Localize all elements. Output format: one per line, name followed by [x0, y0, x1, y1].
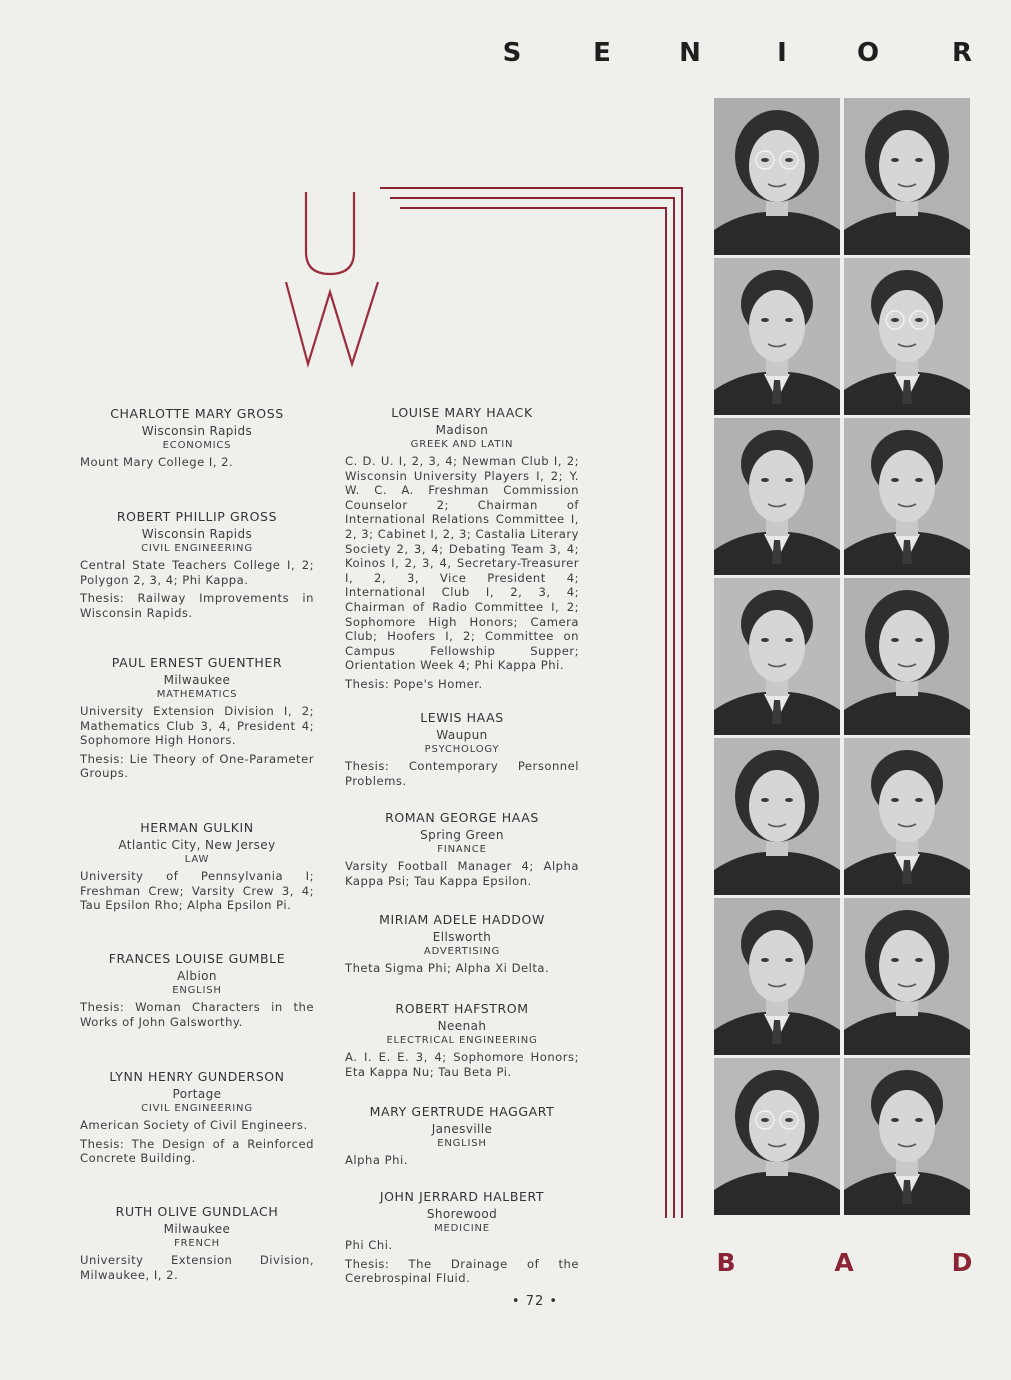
senior-portrait	[714, 578, 840, 735]
portrait-icon	[714, 898, 840, 1055]
portrait-icon	[714, 1058, 840, 1215]
senior-entry	[345, 1189, 579, 1286]
senior-activities: Theta Sigma Phi; Alpha Xi Delta.	[345, 961, 550, 975]
senior-entry	[345, 710, 579, 792]
senior-entry	[345, 405, 579, 692]
senior-major: MEDICINE	[434, 1223, 490, 1234]
portrait-icon	[844, 1058, 970, 1215]
senior-activities: Phi Chi.	[345, 1238, 393, 1252]
senior-town: Janesville	[431, 1122, 493, 1136]
senior-activities: American Society of Civil Engineers.	[80, 1118, 308, 1132]
senior-major: CIVIL ENGINEERING	[141, 543, 253, 554]
senior-name: MIRIAM ADELE HADDOW	[379, 912, 545, 927]
senior-activities: A. I. E. E. 3, 4; Sophomore Honors; Eta Kappa Nu; Tau Beta Pi.	[345, 1050, 579, 1079]
senior-portrait	[844, 418, 970, 575]
senior-major: MATHEMATICS	[156, 689, 238, 700]
senior-entry	[80, 509, 314, 620]
senior-name: HERMAN GULKIN	[140, 820, 254, 835]
senior-major: FRENCH	[174, 1238, 220, 1249]
senior-activities: Central State Teachers College I, 2; Polygon 2, 3, 4; Phi Kappa.	[80, 558, 314, 587]
senior-activities: University Extension Division I, 2; Mathematics Club 3, 4, President 4; Sophomore High Honors.	[80, 704, 314, 748]
portrait-icon	[844, 418, 970, 575]
header-letter: R	[951, 38, 973, 68]
header-letter: O	[856, 38, 880, 68]
senior-major: GREEK AND LATIN	[410, 439, 514, 450]
senior-town: Albion	[177, 969, 217, 983]
senior-town: Madison	[435, 423, 489, 437]
senior-entry	[345, 1104, 579, 1172]
footer-letter: D	[951, 1248, 973, 1277]
portrait-icon	[714, 258, 840, 415]
header-letter: S	[502, 38, 522, 68]
senior-portrait	[714, 98, 840, 255]
senior-name: LOUISE MARY HAACK	[391, 405, 533, 420]
monogram-u	[306, 192, 354, 274]
senior-entry	[345, 912, 579, 980]
senior-activities: University Extension Division, Milwaukee, I, 2.	[80, 1253, 314, 1282]
senior-portrait	[844, 1058, 970, 1215]
senior-entry	[80, 1204, 314, 1286]
senior-major: FINANCE	[437, 844, 487, 855]
senior-entry	[345, 810, 579, 892]
senior-town: Atlantic City, New Jersey	[118, 838, 276, 852]
senior-major: ECONOMICS	[162, 440, 232, 451]
senior-town: Shorewood	[426, 1207, 498, 1221]
portrait-icon	[714, 738, 840, 895]
bad-footer-letters	[700, 1248, 990, 1284]
monogram-w	[286, 282, 378, 364]
senior-name: JOHN JERRARD HALBERT	[379, 1189, 545, 1204]
senior-entry	[80, 655, 314, 781]
senior-name: ROBERT HAFSTROM	[395, 1001, 529, 1016]
senior-major: LAW	[184, 854, 210, 865]
senior-entry	[80, 406, 314, 474]
senior-major: ENGLISH	[437, 1138, 487, 1149]
header-letter: I	[777, 38, 787, 68]
portrait-icon	[844, 258, 970, 415]
senior-name: CHARLOTTE MARY GROSS	[110, 406, 284, 421]
senior-activities: Thesis: Woman Characters in the Works of John Galsworthy.	[80, 1000, 314, 1029]
senior-thesis: Thesis: The Design of a Reinforced Concrete Building.	[80, 1136, 314, 1166]
senior-major: ELECTRICAL ENGINEERING	[386, 1035, 538, 1046]
header-letter: N	[679, 38, 701, 68]
senior-portrait	[844, 738, 970, 895]
senior-name: RUTH OLIVE GUNDLACH	[115, 1204, 279, 1219]
senior-portrait	[844, 578, 970, 735]
senior-portrait	[844, 258, 970, 415]
senior-portrait	[714, 418, 840, 575]
senior-activities: Mount Mary College I, 2.	[80, 455, 234, 469]
senior-town: Wisconsin Rapids	[141, 527, 253, 541]
senior-entry	[80, 951, 314, 1033]
senior-town: Neenah	[437, 1019, 487, 1033]
senior-activities: Alpha Phi.	[345, 1153, 408, 1167]
senior-major: ENGLISH	[172, 985, 222, 996]
senior-portrait	[714, 1058, 840, 1215]
senior-town: Waupun	[436, 728, 488, 742]
senior-portrait	[714, 898, 840, 1055]
senior-header	[492, 38, 982, 78]
footer-letter: A	[834, 1248, 854, 1277]
senior-name: PAUL ERNEST GUENTHER	[111, 655, 283, 670]
portrait-icon	[844, 738, 970, 895]
senior-major: CIVIL ENGINEERING	[141, 1103, 253, 1114]
senior-portrait	[714, 738, 840, 895]
senior-town: Wisconsin Rapids	[141, 424, 253, 438]
senior-name: FRANCES LOUISE GUMBLE	[108, 951, 286, 966]
portrait-icon	[844, 578, 970, 735]
senior-entry	[345, 1001, 579, 1083]
senior-thesis: Thesis: Railway Improvements in Wisconsin Rapids.	[80, 591, 314, 620]
senior-activities: Thesis: Contemporary Personnel Problems.	[345, 759, 579, 788]
senior-entry	[80, 820, 314, 917]
senior-town: Ellsworth	[432, 930, 492, 944]
senior-name: ROMAN GEORGE HAAS	[385, 810, 539, 825]
senior-activities: C. D. U. I, 2, 3, 4; Newman Club I, 2; Wisconsin University Players I, 2; Y. W. C. A. Freshman Commission Counselor 2; Chairman of International Relations Committee I, 2, 3; Cabinet I, 2, 3; Castalia Literary Society 2, 3, 4; Debating Team 3, 4; Koinos I, 2, 3, 4, Secretary-Treasurer I, 2, 3, Vice President 4; International Club I, 2, 3, 4; Chairman of Radio Committee I, 2; Sophomore High Honors; Camera Club; Hoofers I, 2; Committee on Campus Fellowship Supper; Orientation Week 4; Phi Kappa Phi.	[345, 454, 579, 673]
senior-town: Portage	[172, 1087, 222, 1101]
senior-activities: Varsity Football Manager 4; Alpha Kappa Psi; Tau Kappa Epsilon.	[345, 859, 579, 888]
header-letter: E	[593, 38, 611, 68]
senior-portrait	[714, 258, 840, 415]
senior-portrait	[844, 98, 970, 255]
senior-town: Spring Green	[420, 828, 504, 842]
senior-thesis: Thesis: The Drainage of the Cerebrospinal Fluid.	[345, 1256, 579, 1286]
senior-name: MARY GERTRUDE HAGGART	[369, 1104, 555, 1119]
page-number: • 72 •	[511, 1294, 559, 1309]
senior-town: Milwaukee	[163, 1222, 231, 1236]
senior-thesis: Thesis: Lie Theory of One-Parameter Groups.	[80, 751, 314, 781]
senior-name: ROBERT PHILLIP GROSS	[116, 509, 278, 524]
portrait-icon	[714, 98, 840, 255]
portrait-icon	[714, 578, 840, 735]
senior-thesis: Thesis: Pope's Homer.	[345, 676, 483, 691]
portrait-icon	[844, 898, 970, 1055]
senior-name: LYNN HENRY GUNDERSON	[109, 1069, 285, 1084]
senior-entry	[80, 1069, 314, 1166]
senior-town: Milwaukee	[163, 673, 231, 687]
senior-portrait	[844, 898, 970, 1055]
senior-name: LEWIS HAAS	[420, 710, 504, 725]
senior-major: ADVERTISING	[423, 946, 501, 957]
uw-monogram	[282, 188, 382, 368]
senior-major: PSYCHOLOGY	[424, 744, 500, 755]
senior-activities: University of Pennsylvania I; Freshman Crew; Varsity Crew 3, 4; Tau Epsilon Rho; Alpha Epsilon Pi.	[80, 869, 314, 913]
portrait-icon	[714, 418, 840, 575]
portrait-icon	[844, 98, 970, 255]
footer-letter: B	[716, 1248, 736, 1277]
